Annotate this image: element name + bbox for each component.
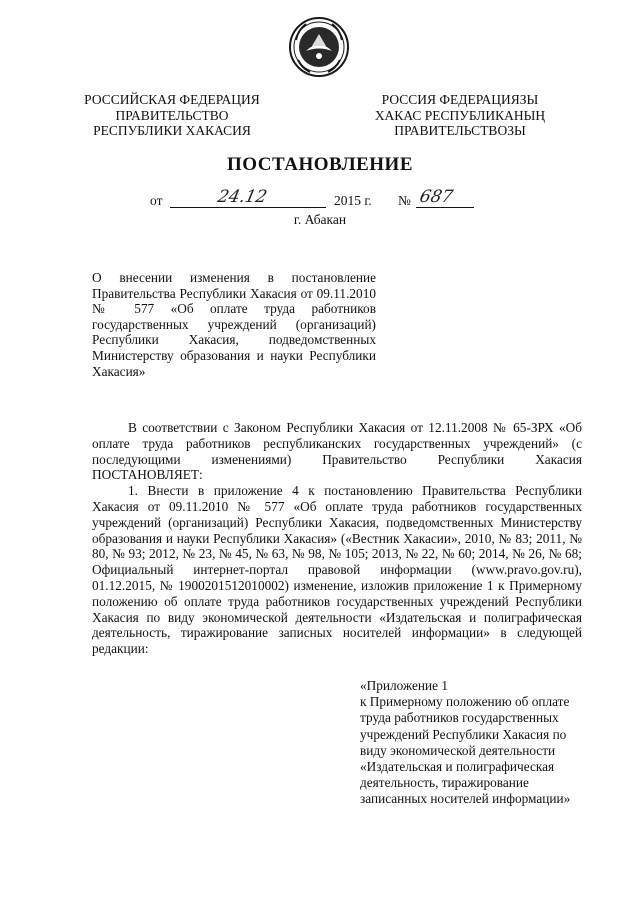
appendix-line: учреждений Республики Хакасия по [360,726,567,742]
header-right-line: ПРАВИТЕЛЬСТВОЗЫ [394,123,526,138]
appendix-line: деятельность, тиражирование [360,775,529,791]
appendix-line: виду экономической деятельности [360,742,556,758]
header-right [350,92,570,139]
number-underline [416,207,474,208]
appendix-line: к Примерному положению об оплате [360,694,570,710]
header-left [62,92,282,139]
header-left-line: РОССИЙСКАЯ ФЕДЕРАЦИЯ [84,92,260,107]
year-label: 2015 г. [334,193,372,208]
body-paragraph-2: 1. Внести в приложение 4 к постановлению Правительства Республики Хакасия от 09.11.2010 № 577 «Об оплате труда работников государственных учреждений (организаций) Республики Хакасия, подведомственных Министерству образования и науки Республики Хакасия» («Вестник Хакасии», 2010, № 83; 2011, № 80, № 93; 2012, № 23, № 45, № 63, № 98, № 105; 2013, № 22, № 60; 2014, № 26, № 68; Официальный интернет-портал правовой информации (www.pravo.gov.ru), 01.12.2015, № 1900201512010002) изменение, изложив приложение 1 к Примерному положению об оплате труда работников государственных учреждений Республики Хакасия по виду экономической деятельности «Издательская и полиграфическая деятельность, тиражирование записных носителей информации» в следующей редакции: [92,483,582,657]
appendix-line: записанных носителей информации» [360,791,571,807]
city: г. Абакан [293,212,347,227]
handwritten-number: 687 [417,187,455,207]
appendix-line: «Приложение 1 [360,678,448,693]
body-text [92,420,582,657]
appendix-line: «Издательская и полиграфическая [360,759,555,775]
document-title: ПОСТАНОВЛЕНИЕ [226,154,414,175]
body-paragraph-1: В соответствии с Законом Республики Хакасия от 12.11.2008 № 65-ЗРХ «Об оплате труда работников республиканских государственных учреждений» (с последующими изменениями) Правительство Республики Хакасия ПОСТАНОВЛЯЕТ: [92,420,582,483]
appendix-line: труда работников государственных [360,710,559,726]
from-label: от [150,193,163,208]
header-left-line: ПРАВИТЕЛЬСТВО [115,107,229,123]
handwritten-date: 24.12 [215,187,269,207]
number-label: № [398,193,411,208]
appendix-block [360,678,586,808]
date-underline [170,207,326,208]
header-left-line: РЕСПУБЛИКИ ХАКАСИЯ [93,123,251,138]
header-right-line: ХАКАС РЕСПУБЛИКАНЫҢ [374,107,546,123]
coat-of-arms-icon [288,16,350,78]
subject-block: О внесении изменения в постановление Правительства Республики Хакасия от 09.11.2010 № 577 «Об оплате труда работников государственных учреждений (организаций) Республики Хакасия, подведомственных Министерству образования и науки Республики Хакасия» [92,270,376,379]
header-right-line: РОССИЯ ФЕДЕРАЦИЯЗЫ [381,92,539,107]
